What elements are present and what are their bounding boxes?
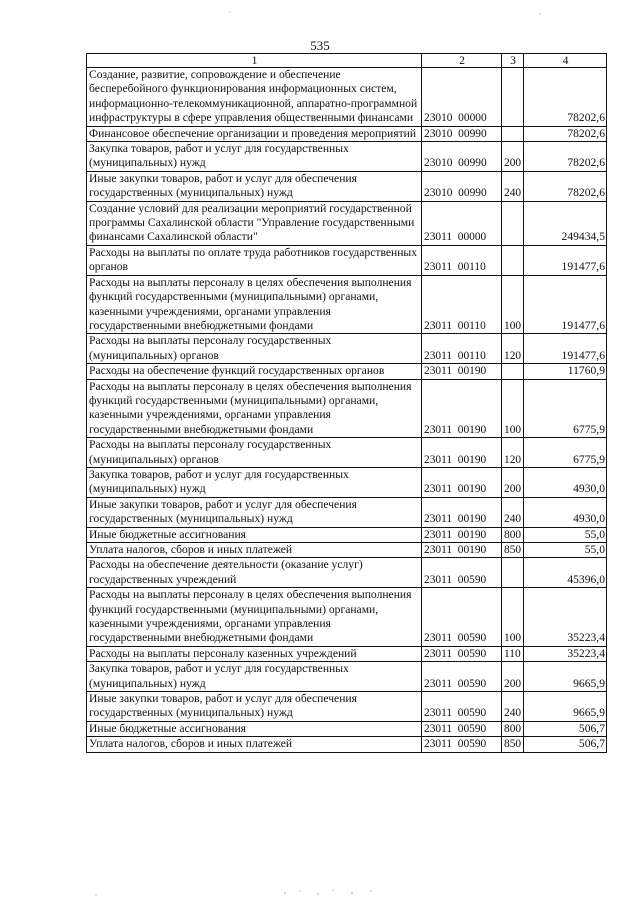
table-row	[87, 364, 607, 379]
row-type: 800	[502, 721, 524, 736]
row-sum: 11760,9	[524, 364, 607, 379]
row-name: Закупка товаров, работ и услуг для государственных (муниципальных) нужд	[87, 142, 422, 172]
row-code: 23011 00590	[422, 646, 502, 661]
row-name: Расходы на выплаты персоналу в целях обеспечения выполнения функций государственными (муниципальными) органами, казенными учреждениями, органами управления государственными внебюджетными фондами	[87, 379, 422, 438]
row-sum: 78202,6	[524, 171, 607, 201]
row-type: 200	[502, 467, 524, 497]
table-body	[87, 68, 607, 753]
row-type	[502, 201, 524, 245]
row-name: Иные бюджетные ассигнования	[87, 721, 422, 736]
row-name: Расходы на выплаты по оплате труда работников государственных органов	[87, 245, 422, 275]
column-header-name: 1	[87, 54, 422, 68]
row-type: 100	[502, 588, 524, 647]
row-code: 23011 00190	[422, 527, 502, 542]
row-type: 200	[502, 142, 524, 172]
table-row	[87, 588, 607, 647]
row-sum: 78202,6	[524, 68, 607, 127]
row-code: 23010 00990	[422, 126, 502, 141]
row-sum: 249434,5	[524, 201, 607, 245]
row-name: Иные закупки товаров, работ и услуг для обеспечения государственных (муниципальных) нужд	[87, 692, 422, 722]
row-type	[502, 245, 524, 275]
table-row	[87, 379, 607, 438]
row-sum: 191477,6	[524, 245, 607, 275]
table-row	[87, 275, 607, 334]
table-row	[87, 662, 607, 692]
row-type: 850	[502, 543, 524, 558]
table-row	[87, 201, 607, 245]
row-sum: 4930,0	[524, 497, 607, 527]
row-code: 23011 00590	[422, 588, 502, 647]
row-sum: 6775,9	[524, 438, 607, 468]
row-name: Расходы на выплаты персоналу казенных учреждений	[87, 646, 422, 661]
row-code: 23011 00590	[422, 737, 502, 752]
row-code: 23011 00590	[422, 721, 502, 736]
row-name: Иные бюджетные ассигнования	[87, 527, 422, 542]
row-name: Уплата налогов, сборов и иных платежей	[87, 543, 422, 558]
table-row	[87, 467, 607, 497]
row-code: 23011 00110	[422, 334, 502, 364]
table-row	[87, 68, 607, 127]
table-row	[87, 543, 607, 558]
row-name: Расходы на обеспечение функций государственных органов	[87, 364, 422, 379]
budget-table	[86, 53, 607, 753]
row-sum: 9665,9	[524, 692, 607, 722]
row-type: 120	[502, 334, 524, 364]
row-name: Создание условий для реализации мероприятий государственной программы Сахалинской области "Управление государственными финансами Сахалинской области"	[87, 201, 422, 245]
row-name: Расходы на выплаты персоналу государственных (муниципальных) органов	[87, 334, 422, 364]
row-code: 23010 00000	[422, 68, 502, 127]
row-name: Иные закупки товаров, работ и услуг для обеспечения государственных (муниципальных) нужд	[87, 171, 422, 201]
table-row	[87, 497, 607, 527]
row-sum: 55,0	[524, 527, 607, 542]
row-sum: 35223,4	[524, 588, 607, 647]
table-row	[87, 692, 607, 722]
column-header-type: 3	[502, 54, 524, 68]
row-sum: 55,0	[524, 543, 607, 558]
row-code: 23010 00990	[422, 171, 502, 201]
table-row	[87, 721, 607, 736]
row-sum: 506,7	[524, 721, 607, 736]
row-code: 23011 00190	[422, 438, 502, 468]
row-type: 850	[502, 737, 524, 752]
row-sum: 9665,9	[524, 662, 607, 692]
row-code: 23011 00110	[422, 275, 502, 334]
row-type	[502, 68, 524, 127]
row-code: 23011 00190	[422, 497, 502, 527]
row-code: 23010 00990	[422, 142, 502, 172]
row-type: 200	[502, 662, 524, 692]
row-code: 23011 00190	[422, 379, 502, 438]
column-header-sum: 4	[524, 54, 607, 68]
row-sum: 191477,6	[524, 334, 607, 364]
row-name: Расходы на обеспечение деятельности (оказание услуг) государственных учреждений	[87, 558, 422, 588]
table-row	[87, 171, 607, 201]
row-name: Закупка товаров, работ и услуг для государственных (муниципальных) нужд	[87, 662, 422, 692]
table-row	[87, 126, 607, 141]
row-type: 240	[502, 692, 524, 722]
row-type	[502, 126, 524, 141]
table-row	[87, 558, 607, 588]
row-code: 23011 00000	[422, 201, 502, 245]
row-code: 23011 00590	[422, 558, 502, 588]
row-sum: 45396,0	[524, 558, 607, 588]
row-code: 23011 00110	[422, 245, 502, 275]
column-header-code: 2	[422, 54, 502, 68]
row-name: Иные закупки товаров, работ и услуг для обеспечения государственных (муниципальных) нужд	[87, 497, 422, 527]
row-sum: 78202,6	[524, 126, 607, 141]
table-row	[87, 527, 607, 542]
table-row	[87, 737, 607, 752]
table-header	[87, 54, 607, 68]
table-row	[87, 142, 607, 172]
row-sum: 35223,4	[524, 646, 607, 661]
header-row	[87, 54, 607, 68]
row-code: 23011 00190	[422, 543, 502, 558]
row-sum: 506,7	[524, 737, 607, 752]
row-name: Финансовое обеспечение организации и проведения мероприятий	[87, 126, 422, 141]
row-name: Уплата налогов, сборов и иных платежей	[87, 737, 422, 752]
row-type: 800	[502, 527, 524, 542]
row-sum: 78202,6	[524, 142, 607, 172]
table-row	[87, 245, 607, 275]
row-code: 23011 00590	[422, 662, 502, 692]
row-type: 100	[502, 379, 524, 438]
table-row	[87, 438, 607, 468]
row-type: 110	[502, 646, 524, 661]
row-code: 23011 00190	[422, 364, 502, 379]
row-name: Расходы на выплаты персоналу в целях обеспечения выполнения функций государственными (муниципальными) органами, казенными учреждениями, органами управления государственными внебюджетными фондами	[87, 275, 422, 334]
row-type: 120	[502, 438, 524, 468]
row-type: 240	[502, 497, 524, 527]
row-type: 240	[502, 171, 524, 201]
row-code: 23011 00190	[422, 467, 502, 497]
row-type	[502, 558, 524, 588]
row-name: Закупка товаров, работ и услуг для государственных (муниципальных) нужд	[87, 467, 422, 497]
row-name: Создание, развитие, сопровождение и обеспечение бесперебойного функционирования информационных систем, информационно-телекоммуникационной, аппаратно-программной инфраструктуры в сфере управления общественными финансами	[87, 68, 422, 127]
table-row	[87, 334, 607, 364]
row-type	[502, 364, 524, 379]
row-name: Расходы на выплаты персоналу государственных (муниципальных) органов	[87, 438, 422, 468]
page-number: 535	[310, 38, 330, 53]
row-code: 23011 00590	[422, 692, 502, 722]
row-name: Расходы на выплаты персоналу в целях обеспечения выполнения функций государственными (муниципальными) органами, казенными учреждениями, органами управления государственными внебюджетными фондами	[87, 588, 422, 647]
row-sum: 6775,9	[524, 379, 607, 438]
row-type: 100	[502, 275, 524, 334]
row-sum: 4930,0	[524, 467, 607, 497]
row-sum: 191477,6	[524, 275, 607, 334]
table-row	[87, 646, 607, 661]
